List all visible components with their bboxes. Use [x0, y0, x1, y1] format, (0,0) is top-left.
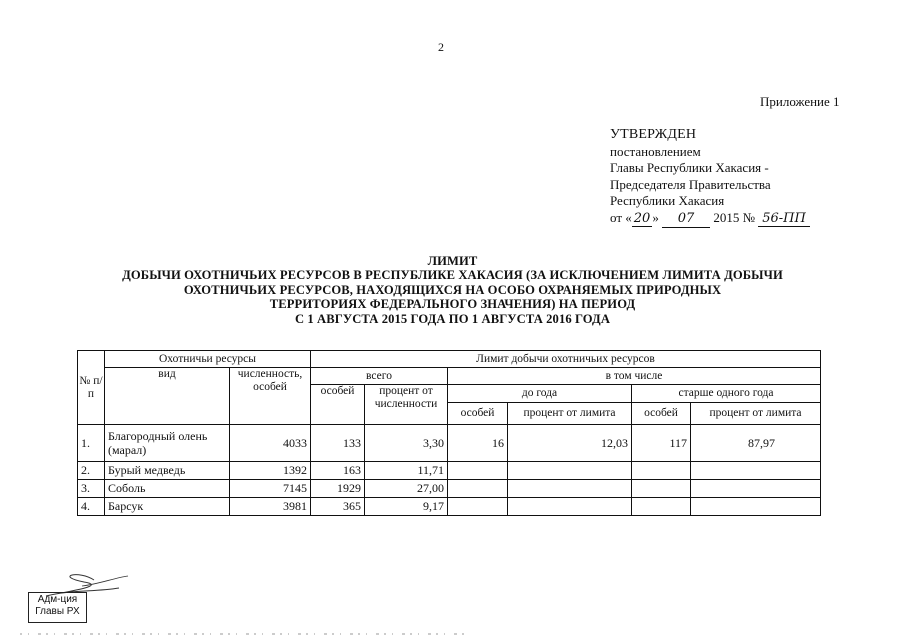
table-row — [78, 480, 821, 498]
cell-population: 3981 — [230, 498, 311, 516]
cell-total-percent: 11,71 — [365, 462, 448, 480]
stamp-line-2: Главы РХ — [35, 606, 80, 617]
table-row — [78, 425, 821, 462]
approval-line-4: Республики Хакасия — [610, 193, 725, 208]
header-population: численность, особей — [230, 368, 311, 425]
cell-over-percent — [691, 480, 821, 498]
cell-population: 1392 — [230, 462, 311, 480]
header-under-percent: процент от лимита — [508, 403, 632, 425]
title-line-4: ТЕРРИТОРИЯХ ФЕДЕРАЛЬНОГО ЗНАЧЕНИЯ) НА ПЕРИОД — [269, 297, 636, 312]
cell-under-percent — [508, 462, 632, 480]
stamp-line-1: Адм-ция — [37, 594, 78, 605]
cell-over: 117 — [632, 425, 691, 462]
header-total: всего — [311, 368, 448, 385]
number-prefix: № — [742, 209, 755, 225]
registration-stamp — [28, 592, 87, 623]
header-resources: Охотничьи ресурсы — [105, 351, 311, 368]
document-title — [40, 254, 865, 326]
table-row — [78, 462, 821, 480]
page-number: 2 — [438, 40, 444, 54]
header-under-year: до года — [448, 385, 632, 403]
cell-over-percent — [691, 462, 821, 480]
cell-kind: Благородный олень (марал) — [105, 425, 230, 462]
cell-under: 16 — [448, 425, 508, 462]
header-num: № п/п — [78, 351, 105, 425]
approval-date-line — [610, 210, 810, 229]
cell-under-percent: 12,03 — [508, 425, 632, 462]
cell-under — [448, 480, 508, 498]
cell-under — [448, 462, 508, 480]
title-line-1: ЛИМИТ — [427, 254, 478, 268]
cell-kind: Бурый медведь — [105, 462, 230, 480]
title-line-5: С 1 АВГУСТА 2015 ГОДА ПО 1 АВГУСТА 2016 ГОДА — [294, 311, 611, 326]
header-under-individuals: особей — [448, 403, 508, 425]
approval-line-3: Председателя Правительства — [610, 176, 771, 192]
header-over-percent: процент от лимита — [691, 403, 821, 425]
cell-total: 365 — [311, 498, 365, 516]
cell-total: 133 — [311, 425, 365, 462]
cell-over — [632, 498, 691, 516]
cell-population: 7145 — [230, 480, 311, 498]
date-day: 20 — [633, 210, 651, 226]
limit-table — [77, 350, 821, 516]
approval-heading: УТВЕРЖДЕН — [610, 127, 697, 142]
date-year: 2015 — [713, 209, 740, 225]
cell-under-percent — [508, 480, 632, 498]
cell-kind: Соболь — [105, 480, 230, 498]
header-limit: Лимит добычи охотничьих ресурсов — [311, 351, 821, 368]
date-prefix: от « — [610, 209, 632, 225]
cell-over-percent — [691, 498, 821, 516]
appendix-label: Приложение 1 — [760, 94, 840, 109]
cell-under — [448, 498, 508, 516]
cell-num: 3. — [78, 480, 105, 498]
scan-noise-strip — [0, 630, 905, 640]
header-over-individuals: особей — [632, 403, 691, 425]
cell-over — [632, 480, 691, 498]
cell-under-percent — [508, 498, 632, 516]
cell-total-percent: 9,17 — [365, 498, 448, 516]
header-including: в том числе — [448, 368, 821, 385]
cell-total-percent: 27,00 — [365, 480, 448, 498]
table-row — [78, 498, 821, 516]
header-total-individuals: особей — [311, 385, 365, 425]
cell-population: 4033 — [230, 425, 311, 462]
cell-total-percent: 3,30 — [365, 425, 448, 462]
header-over-year: старше одного года — [632, 385, 821, 403]
date-month: 07 — [662, 211, 710, 229]
cell-over — [632, 462, 691, 480]
cell-num: 1. — [78, 425, 105, 462]
number-value: 56-ПП — [758, 211, 810, 227]
date-mid: » — [652, 209, 659, 225]
approval-line-2: Главы Республики Хакасия - — [610, 160, 769, 175]
approval-line-1: постановлением — [610, 143, 701, 159]
title-line-3: ОХОТНИЧЬИХ РЕСУРСОВ, НАХОДЯЩИХСЯ НА ОСОБО ОХРАНЯЕМЫХ ПРИРОДНЫХ — [183, 282, 722, 297]
cell-num: 2. — [78, 462, 105, 480]
title-line-2: ДОБЫЧИ ОХОТНИЧЬИХ РЕСУРСОВ В РЕСПУБЛИКЕ ХАКАСИЯ (ЗА ИСКЛЮЧЕНИЕМ ЛИМИТА ДОБЫЧИ — [122, 268, 783, 283]
approval-block — [610, 127, 810, 228]
cell-over-percent: 87,97 — [691, 425, 821, 462]
cell-total: 1929 — [311, 480, 365, 498]
header-total-percent: процент от численности — [365, 385, 448, 425]
cell-kind: Барсук — [105, 498, 230, 516]
cell-num: 4. — [78, 498, 105, 516]
cell-total: 163 — [311, 462, 365, 480]
header-kind: вид — [105, 368, 230, 425]
